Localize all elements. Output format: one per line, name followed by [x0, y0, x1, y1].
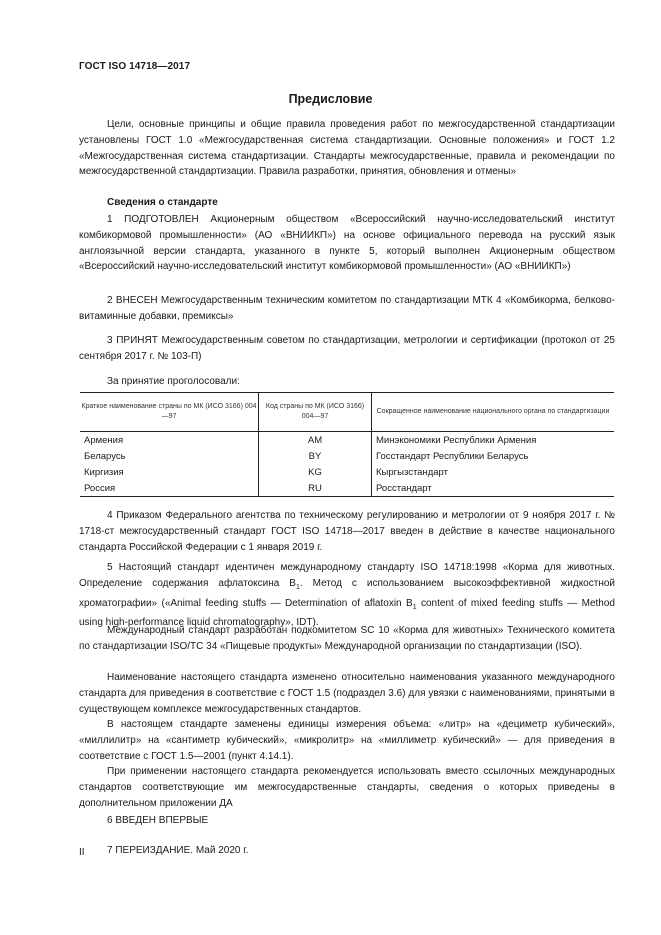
table-cell-organ: Кыргызстандарт [372, 464, 615, 480]
item-5-paragraph-2: Международный стандарт разработан подкомитетом SC 10 «Корма для животных» Технического комитета по стандартизации ISO/TC 34 «Пищевые продукты» Международной организации по стандартизации (ISO). [79, 625, 615, 652]
table-header-organ: Сокращенное наименование национального органа по стандартизации [372, 393, 615, 432]
table-row [80, 464, 614, 480]
table-header-country: Краткое наименование страны по МК (ИСО 3166) 004—97 [80, 393, 259, 432]
item-5-text-start: 5 Настоящий стандарт идентичен международному стандарту ISO 14718:1998 «Корма для животных. Определение содержания афлатоксина B [79, 562, 615, 589]
table-cell-country: Россия [80, 480, 259, 497]
item-4-paragraph: 4 Приказом Федерального агентства по техническому регулированию и метрологии от 9 ноября 2017 г. № 1718-ст межгосударственный стандарт ГОСТ ISO 14718—2017 введен в действие в качестве национального стандарта Российской Федерации с 1 января 2019 г. [79, 510, 615, 553]
table-row [80, 480, 614, 497]
subscript: 1 [295, 583, 300, 591]
item-5-text-end: content of mixed feeding stuffs — Method using high-performance liquid chromatography», IDT). [79, 597, 615, 629]
item-5-text-middle: . Метод с использованием высокоэффективной жидкостной хроматографии» («Animal feeding stuffs — Determination of aflatoxin B [79, 577, 615, 609]
subscript: 1 [412, 603, 417, 611]
item-7-paragraph: 7 ПЕРЕИЗДАНИЕ. Май 2020 г. [107, 845, 249, 856]
document-header: ГОСТ ISO 14718—2017 [79, 61, 191, 72]
table-header-code: Код страны по МК (ИСО 3166) 004—97 [259, 393, 372, 432]
voted-label: За принятие проголосовали: [107, 376, 240, 387]
table-cell-country: Армения [84, 434, 124, 446]
table-cell-organ: Госстандарт Республики Беларусь [372, 448, 615, 464]
intro-paragraph: Цели, основные принципы и общие правила проведения работ по межгосударственной стандартизации установлены ГОСТ 1.0 «Межгосударственная система стандартизации. Основные положения» и ГОСТ 1.2 «Межгосударственная система стандартизации. Стандарты межгосударственные, правила и рекомендации по межгосударственной стандартизации. Правила разработки, принятия, обновления и отмены» [79, 119, 615, 178]
section-subheading: Сведения о стандарте [107, 197, 218, 208]
table-cell-code: KG [259, 464, 372, 480]
item-6-paragraph: 6 ВВЕДЕН ВПЕРВЫЕ [107, 815, 209, 826]
item-5-paragraph [79, 560, 615, 631]
table-row [80, 448, 614, 464]
page-number: II [79, 847, 85, 858]
item-5-paragraph-5: При применении настоящего стандарта рекомендуется использовать вместо ссылочных международных стандартов соответствующие им межгосударственные стандарты, сведения о которых приведены в дополнительном приложении ДА [79, 766, 615, 809]
table-cell-code: RU [259, 480, 372, 497]
table-cell-organ: Минэкономики Республики Армения [372, 432, 615, 449]
table-cell-country: Беларусь [84, 450, 126, 462]
item-5-paragraph-4: В настоящем стандарте заменены единицы измерения объема: «литр» на «дециметр кубический», «миллилитр» на «сантиметр кубический», «микролитр» на «миллиметр кубический» — для приведения в соответствие с ГОСТ 1.5—2001 (пункт 4.14.1). [79, 719, 615, 762]
page-title: Предисловие [288, 92, 373, 106]
item-3-paragraph: 3 ПРИНЯТ Межгосударственным советом по стандартизации, метрологии и сертификации (протокол от 25 сентября 2017 г. № 103-П) [79, 335, 615, 362]
voting-table [80, 392, 614, 497]
table-cell-code: BY [259, 448, 372, 464]
table-cell-country: Киргизия [84, 466, 124, 478]
table-row [80, 432, 614, 449]
table-header-row [80, 393, 614, 432]
table-cell-code: AM [259, 432, 372, 449]
item-5-paragraph-3: Наименование настоящего стандарта изменено относительно наименования указанного международного стандарта для приведения в соответствие с ГОСТ 1.5 (подраздел 3.6) для увязки с наименованиями, принятыми в существующем комплексе межгосударственных стандартов. [79, 672, 615, 715]
table-cell-organ: Росстандарт [372, 480, 615, 497]
item-1-paragraph: 1 ПОДГОТОВЛЕН Акционерным обществом «Всероссийский научно-исследовательский институт комбикормовой промышленности» (АО «ВНИИКП») на основе официального перевода на русский язык англоязычной версии стандарта, указанного в пункте 5, который выполнен Акционерным обществом «Всероссийский научно-исследовательский институт комбикормовой промышленности» (АО «ВНИИКП») [79, 214, 615, 273]
item-2-paragraph: 2 ВНЕСЕН Межгосударственным техническим комитетом по стандартизации МТК 4 «Комбикорма, белково-витаминные добавки, премиксы» [79, 295, 615, 322]
